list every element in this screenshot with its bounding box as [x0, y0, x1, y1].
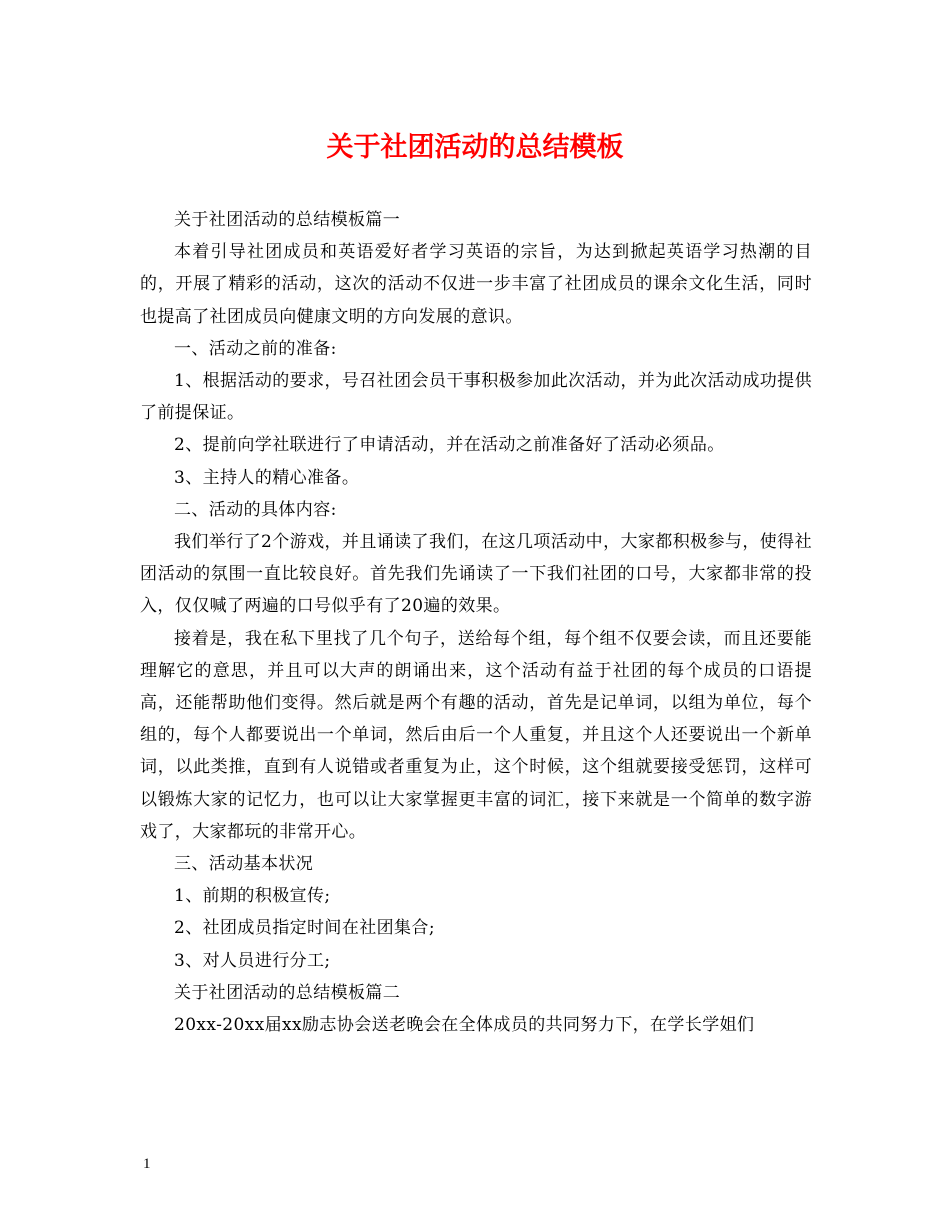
page-number: 1 — [143, 1156, 151, 1172]
paragraph-list-item: 3、主持人的精心准备。 — [174, 467, 360, 488]
paragraph-section-heading-1: 关于社团活动的总结模板篇一 — [174, 210, 401, 230]
paragraph-list-item: 2、提前向学社联进行了申请活动，并在活动之前准备好了活动必须品。 — [174, 435, 725, 456]
paragraph-intro: 本着引导社团成员和英语爱好者学习英语的宗旨，为达到掀起英语学习热潮的目的，开展了精彩的活动，这次的活动不仅进一步丰富了社团成员的课余文化生活，同时也提高了社团成员向健康文明的方向发展的意识。 — [140, 242, 812, 327]
document-body — [140, 204, 812, 1041]
paragraph-list-item: 1、前期的积极宣传; — [174, 886, 331, 907]
document-title: 关于社团活动的总结模板 — [326, 132, 624, 163]
paragraph-body: 20xx-20xx届xx励志协会送老晚会在全体成员的共同努力下，在学长学姐们 — [174, 1015, 755, 1036]
paragraph-heading-content: 二、活动的具体内容: — [174, 499, 337, 520]
paragraph-heading-preparation: 一、活动之前的准备: — [174, 338, 337, 359]
paragraph-list-item: 2、社团成员指定时间在社团集合; — [174, 918, 435, 939]
paragraph-body: 接着是，我在私下里找了几个句子，送给每个组，每个组不仅要会读，而且还要能理解它的意思，并且可以大声的朗诵出来，这个活动有益于社团的每个成员的口语提高，还能帮助他们变得。然后就是两个有趣的活动，首先是记单词，以组为单位，每个组的，每个人都要说出一个单词，然后由后一个人重复，并且这个人还要说出一个新单词，以此类推，直到有人说错或者重复为止，这个时候，这个组就要接受惩罚，这样可以锻炼大家的记忆力，也可以让大家掌握更丰富的词汇，接下来就是一个简单的数字游戏了，大家都玩的非常开心。 — [140, 628, 812, 842]
paragraph-list-item: 3、对人员进行分工; — [174, 950, 331, 971]
paragraph-heading-status: 三、活动基本状况 — [174, 854, 314, 875]
paragraph-list-item: 1、根据活动的要求，号召社团会员干事积极参加此次活动，并为此次活动成功提供了前提保证。 — [140, 371, 812, 424]
paragraph-body: 我们举行了2个游戏，并且诵读了我们，在这几项活动中，大家都积极参与，使得社团活动的氛围一直比较良好。首先我们先诵读了一下我们社团的口号，大家都非常的投入，仅仅喊了两遍的口号似乎有了20遍的效果。 — [140, 532, 812, 617]
paragraph-section-heading-2: 关于社团活动的总结模板篇二 — [174, 982, 401, 1003]
